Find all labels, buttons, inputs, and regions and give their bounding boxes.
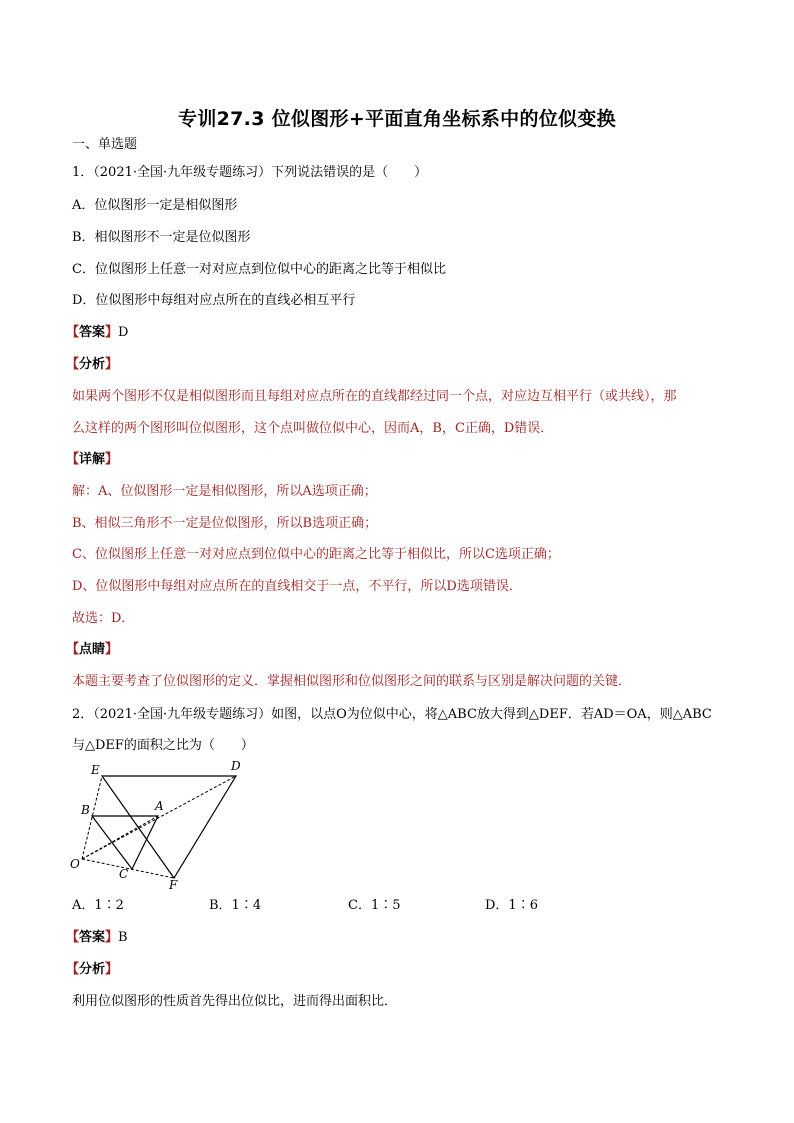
triangle-abc [92,816,158,869]
q2-option-d: D．1∶6 [485,898,538,913]
q1-comment-heading: 【点睛】 [66,642,119,657]
label-e: E [91,763,100,777]
q1-answer [66,324,726,342]
q2-answer-value: B [118,930,128,945]
q1-detail-line-5: 故选：D． [72,611,135,626]
q1-option-d: D．位似图形中每组对应点所在的直线必相互平行 [72,293,356,308]
q1-stem: 1．（2021·全国·九年级专题练习）下列说法错误的是（ ） [72,165,428,180]
label-o: O [70,857,80,871]
ray-o-d [82,776,236,859]
q1-answer-value: D [118,325,129,340]
q1-detail-heading: 【详解】 [66,452,119,467]
q2-analysis-heading: 【分析】 [66,962,119,977]
q2-option-c: C．1∶5 [348,898,401,913]
q1-option-b: B．相似图形不一定是位似图形 [72,230,251,245]
q2-stem-line-2: 与△DEF的面积之比为（ ） [72,738,254,753]
q2-option-b: B．1∶4 [209,898,262,913]
q2-option-a: A．1∶2 [72,898,124,913]
q1-option-c: C．位似图形上任意一对对应点到位似中心的距离之比等于相似比 [72,262,446,277]
q1-detail-line-2: B、相似三角形不一定是位似图形，所以B选项正确； [72,516,378,531]
q1-analysis-line-1: 如果两个图形不仅是相似图形而且每组对应点所在的直线都经过同一个点，对应边互相平行（或共线），那 [72,389,677,404]
q1-option-a: A．位似图形一定是相似图形 [72,198,238,213]
q2-stem-line-1: 2．（2021·全国·九年级专题练习）如图，以点O为位似中心，将△ABC放大得到△DEF．若AD＝OA，则△ABC [72,707,712,722]
ray-o-e [82,776,102,859]
homothety-figure [66,756,252,892]
label-c: C [119,867,129,881]
triangle-def [102,776,236,878]
q1-answer-tag: 【答案】 [66,325,119,340]
q1-analysis-line-2: 么这样的两个图形叫位似图形，这个点叫做位似中心，因而A，B，C正确，D错误． [72,421,554,436]
q2-answer [66,929,726,947]
q1-detail-line-3: C、位似图形上任意一对对应点到位似中心的距离之比等于相似比，所以C选项正确； [72,547,560,562]
q2-analysis: 利用位似图形的性质首先得出位似比，进而得出面积比． [72,994,398,1009]
section-heading: 一、单选题 [72,137,138,152]
q1-analysis-heading: 【分析】 [66,357,119,372]
q1-detail-line-1: 解：A、位似图形一定是相似图形，所以A选项正确； [72,484,377,499]
q1-detail-line-4: D、位似图形中每组对应点所在的直线相交于一点，不平行，所以D选项错误． [72,579,522,594]
label-b: B [81,803,90,817]
label-a: A [155,799,164,813]
page-title: 专训27.3 位似图形+平面直角坐标系中的位似变换 [178,108,616,130]
q2-answer-tag: 【答案】 [66,930,119,945]
label-d: D [231,759,241,773]
q1-comment: 本题主要考查了位似图形的定义．掌握相似图形和位似图形之间的联系与区别是解决问题的关键． [72,674,632,689]
label-f: F [169,878,178,892]
